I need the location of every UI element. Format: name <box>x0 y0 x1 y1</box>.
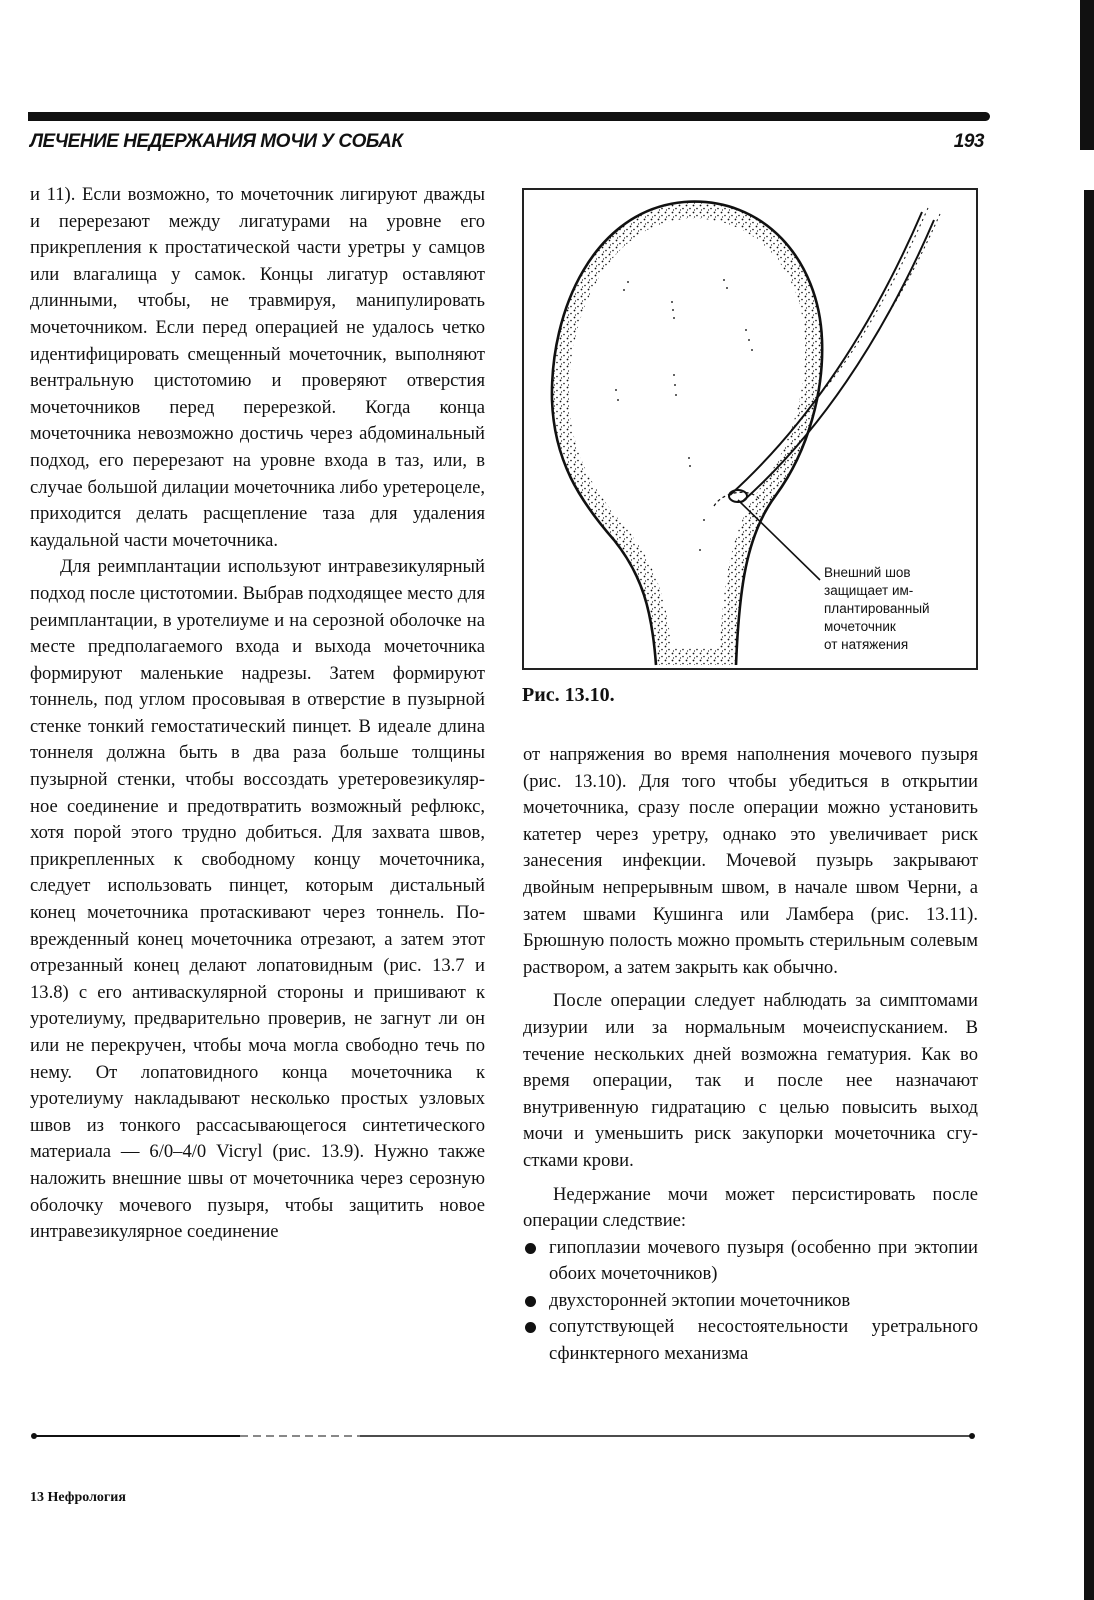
paragraph: и 11). Если возможно, то мочеточник лигируют дважды и перерезают между лигатурами на уровне его прикрепления к простатической части уретры у самцов или влагалища у самок. Концы лигатур оставляют длинными, чтобы, не травмируя, манипулировать мочеточником. Если перед операцией не удалось четко идентифицировать смещенный мочеточник, выполняют вентральную цистотомию и проверяют отверстия мочеточников перед перерезкой. Когда конца мочеточника невозможно достичь через абдоминальный подход, его перерезают на уровне входа в таз, или, в случае большой дилации мочеточника либо уретероцеле, приходится делать расщепление таза для удаления каудальной части мочеточника. <box>30 184 485 551</box>
left-column <box>30 182 485 1246</box>
paragraph: от напряжения во время наполнения мочевого пузыря (рис. 13.10). Для того чтобы убедиться в открытии мочеточника, сразу после операции можно установить катетер через уретру, однако это увеличивает риск занесения инфекции. Мочевой пузырь закрывают двойным непрерывным швом, в начале швом Черни, а затем швами Кушинга или Ламбера (рис. 13.11). Брюшную полость можно промыть стерильным солевым раствором, а затем закрыть как обычно. <box>523 744 978 978</box>
running-header <box>30 131 990 157</box>
bullet-icon <box>525 1296 536 1307</box>
paragraph: Для реимплантации используют интравезикулярный подход после цистотомии. Выбрав подходящее место для реимплантации, в уротелиуме и на серозной оболочке на месте предполагаемого входа и выхода мочеточника формируют маленькие надрезы. Затем формируют тоннель, под углом просовывая в отверстие в пузырной стенке тонкий гемостатический пинцет. В идеале длина тоннеля должна быть в два раза больше толщины пузырной стенки, чтобы воссоздать уретеровезикулярное соединение и предотвратить возможный рефлюкс, хотя порой этого трудно добиться. Для захвата швов, прикрепленных к свободному концу мочеточника, следует использовать пинцет, которым дистальный конец мочеточника протаскивают через тоннель. Поврежденный конец мочеточника отрезают, а затем этот отрезанный конец делают лопатовидным (рис. 13.7 и 13.8) с его антиваскулярной стороны и пришивают к уротелиуму, предварительно проверив, не загнут ли он или не перекручен, чтобы моча могла свободно течь по нему. От лопатовидного конца мочеточника к уротелиуму накладывают несколько простых узловых швов из тонкого рассасывающегося синтетического материала — 6/0–4/0 Vicryl (рис. 13.9). Нужно также наложить внешние швы от мочеточника через серозную оболочку мочевого пузыря, чтобы защитить новое интравезикулярное соединение <box>30 556 485 1243</box>
callout-line: плантированный <box>824 601 930 616</box>
callout-line: от натяжения <box>824 637 909 652</box>
footer-rule <box>30 1430 976 1442</box>
page-number: 193 <box>953 131 984 152</box>
figure-caption: Рис. 13.10. <box>522 684 615 706</box>
paragraph: Недержание мочи может персистировать после операции следствие: <box>523 1183 978 1232</box>
figure-13-10 <box>522 188 978 670</box>
figure-callout <box>824 564 974 654</box>
callout-line: Внешний шов <box>824 565 911 580</box>
bullet-icon <box>525 1322 536 1333</box>
list-item <box>523 1288 978 1315</box>
running-title: ЛЕЧЕНИЕ НЕДЕРЖАНИЯ МОЧИ У СОБАК <box>30 131 403 152</box>
list-item-text: двухсторонней эктопии мочеточников <box>549 1289 851 1311</box>
right-column <box>523 742 978 1368</box>
bullet-list <box>523 1235 978 1368</box>
footer-section: 13 Нефрология <box>30 1490 126 1505</box>
bullet-icon <box>525 1243 536 1254</box>
scan-edge <box>1080 0 1094 1600</box>
list-item <box>523 1235 978 1288</box>
list-item-text: гипоплазии мочевого пузыря (особенно при эктопии обоих мочеточников) <box>549 1236 978 1285</box>
list-item-text: сопутствующей несостоятельности уретрального сфинктерного механизма <box>549 1316 978 1365</box>
callout-line: мочеточник <box>824 619 896 634</box>
paragraph: После операции следует наблюдать за симптомами дизурии или за нормальным мочеиспусканием. В течение нескольких дней возможна гематурия. Как во время операции, так и после нее назначают внутривенную гидратацию с целью повысить выход мочи и уменьшить риск закупорки мочеточника сгустками крови. <box>523 990 978 1171</box>
callout-line: защищает им- <box>824 583 914 598</box>
header-rule <box>28 112 990 121</box>
list-item <box>523 1314 978 1367</box>
